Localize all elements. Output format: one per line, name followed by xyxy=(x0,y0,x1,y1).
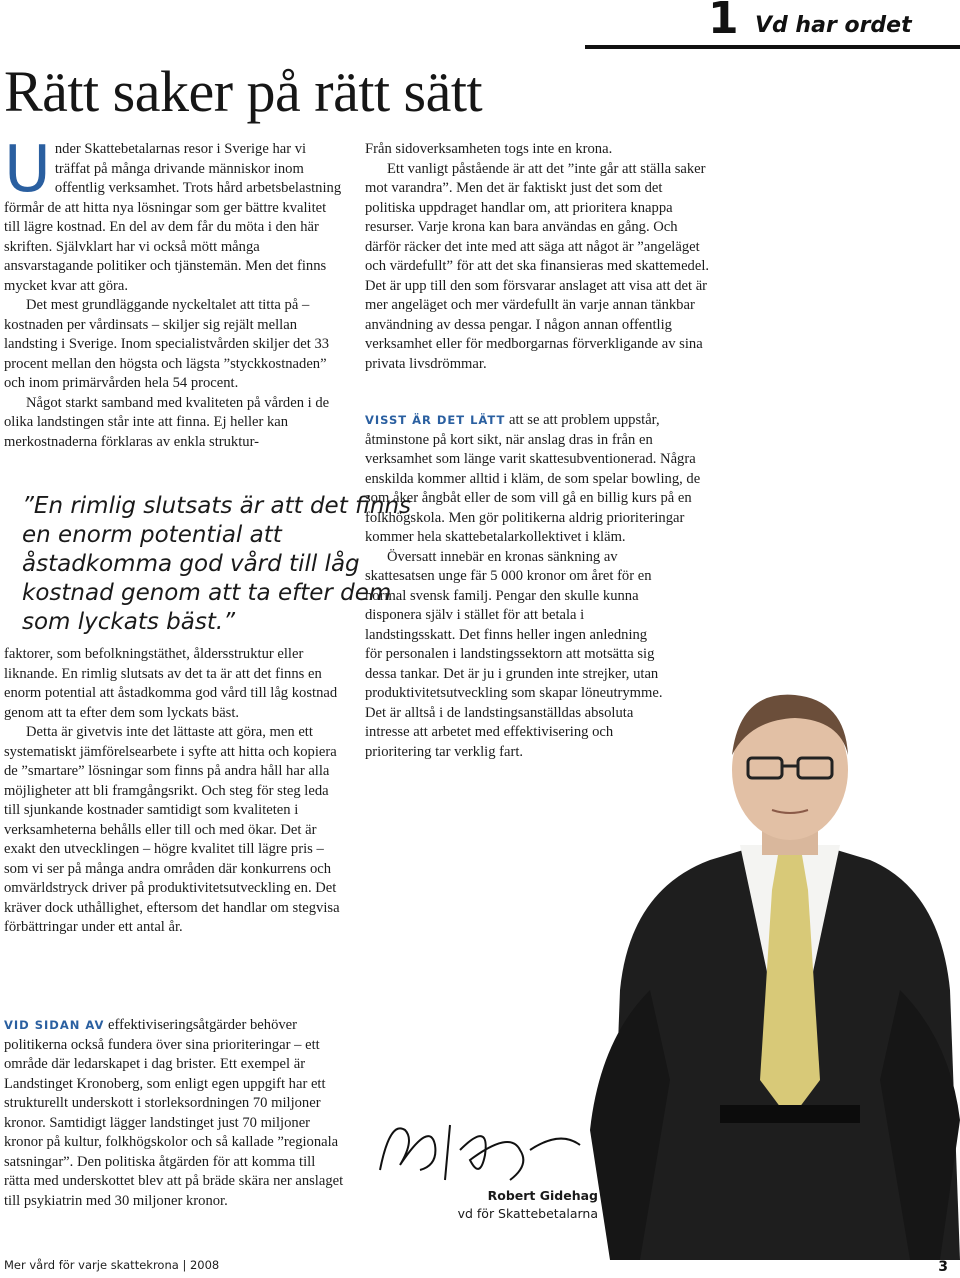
paragraph-costs: Det mest grundläggande nyckeltalet att titta på – kostnaden per vårdinsats – skiljer sig rejält mellan landsting i Sverige. Inom specialistvården skiljer det 33 procent mellan den högsta och lägsta ”styckkostnaden” och inom primärvården hela 54 procent. xyxy=(4,297,330,391)
intro-text: nder Skattebetalarnas resor i Sverige har vi träffat på många drivande människor inom offentlig verksamhet. Trots hård arbetsbelastning förmår de att hitta nya lösningar som ger bättre kvalitet till lägre kostnad. En del av dem får du möta i den här skriften. Självklart har vi också mött många ansvarstagande politiker och tjänstemän. Men det finns mycket kvar att göra. xyxy=(4,141,342,294)
paragraph-tax: Översatt innebär en kronas sänkning av skattesatsen unge fär 5 000 kronor om året för en normal svensk familj. Pengar den skulle kunna disponera själv i stället för att betala i landstingsskatt. Det finns heller ingen anledning för personalen i landstingssektorn att motsätta sig dessa tankar. Det är ju i grunden inte strejker, utan produktivitetsutveckling som skapar löneutrymme. Det är alltså i de landstingsanställdas absoluta intresse att arbetet med effektivisering och prioritering tar verklig fart. xyxy=(365,548,663,760)
page-title: Rätt saker på rätt sätt xyxy=(4,59,483,124)
paragraph-comparison: Detta är givetvis inte det lättaste att göra, men ett systematiskt jämförelsearbete i syfte att hitta och kopiera de ”smartare” lösningar som finns på andra håll har alla möjligheter att bli framgångsrikt. Och steg för steg leda till sjunkande kostnader samtidigt som kvaliteten i verksamheterna behålls eller till och med ökar. Det är exakt den utvecklingen – högre kvalitet till lägre pris – som vi ser på många andra områden där konkurrens och omvärldstryck driver på produktivitetsutveckling en. Det kräver dock uthållighet, eftersom det handlar om stegvisa förbättringar under ett antal år. xyxy=(4,724,340,935)
signature-role: vd för Skattebetalarna xyxy=(457,1206,598,1221)
priorities-text: effektiviseringsåtgärder behöver politikerna också fundera över sina prioriteringar – ett område där ledarskapet i dag brister. Ett exempel är Landstinget Kronoberg, som enligt egen uppgift har ett strukturellt underskott i storleksordningen 70 miljoner kronor. Samtidigt lägger landstinget just 70 miljoner kronor på kultur, folkhögskolor och så kallade ”regionala satsningar”. Den politiska åtgärden för att komma till rätta med underskottet blev att på bräde skära ner anslaget till psykiatrin med 30 miljoner kronor. xyxy=(4,1017,344,1209)
runin-heading-2: VISST ÄR DET LÄTT xyxy=(365,413,506,427)
paragraph-priorities xyxy=(4,1016,344,1211)
left-bottom-column xyxy=(4,645,344,938)
header-rule xyxy=(585,45,960,49)
drop-cap: U xyxy=(4,133,51,207)
easy-text: att se att problem uppstår, åtminstone på kort sikt, när anslag dras in från en verksamhet som länge varit skattesubventionerad. Några enskilda kommer alltid i kläm, de som spelar bowling, de som åker ångbåt eller de som vill gå en billig kurs på en folkhögskola. Men gör politikerna aldrig prioriteringar kommer hela skattebetalarkollektivet i kläm. xyxy=(365,412,701,545)
right-top-column xyxy=(365,140,710,374)
paragraph-prioritize: Ett vanligt påstående är att det ”inte går att ställa saker mot varandra”. Men det är faktiskt just det som det politiska uppdraget handlar om, att prioritera knappa resurser. Varje krona kan bara användas en gång. Och därför räcker det inte med att säga att något är ”angeläget och värdefullt” för att det ska finansieras med skattemedel. Det är upp till den som försvarar anslaget att visa att det är mer angeläget och mer värdefullt än varje annan tänkbar användning av dessa pengar. I någon annan offentlig verksamhet eller för medborgarnas förverkligande av sina privata livsdrömmar. xyxy=(365,160,710,372)
intro-paragraph xyxy=(4,133,342,296)
section-title: Vd har ordet xyxy=(755,13,912,38)
paragraph-easy xyxy=(365,411,710,548)
footer-text: Mer vård för varje skattekrona | 2008 xyxy=(4,1258,220,1272)
left-last-column xyxy=(4,1016,344,1211)
paragraph-quality: Något starkt samband med kvaliteten på vården i de olika landstingen står inte att finna. Ej heller kan merkostnaderna förklaras av enkla struktur- xyxy=(4,394,330,450)
portrait-photo xyxy=(590,660,960,1260)
runin-heading: VID SIDAN AV xyxy=(4,1018,105,1032)
paragraph-side-activity: Från sidoverksamheten togs inte en krona. xyxy=(365,141,613,157)
pull-quote: ”En rimlig slutsats är att det finns en enorm potential att åstadkomma god vård till låg kostnad genom att ta efter dem som lyckats bäst.” xyxy=(22,493,412,635)
intro-column xyxy=(4,133,342,452)
signature-scribble xyxy=(360,1110,600,1190)
section-number: 1 xyxy=(708,0,739,44)
signature-name: Robert Gidehag xyxy=(487,1188,598,1203)
page-number: 3 xyxy=(938,1259,948,1275)
paragraph-factors: faktorer, som befolkningstäthet, åldersstruktur eller liknande. En rimlig slutsats av det ta är att det finns en enorm potential att åstadkomma god vård till låg kostnad genom att ta efter dem som lyckats bäst. xyxy=(4,646,338,721)
